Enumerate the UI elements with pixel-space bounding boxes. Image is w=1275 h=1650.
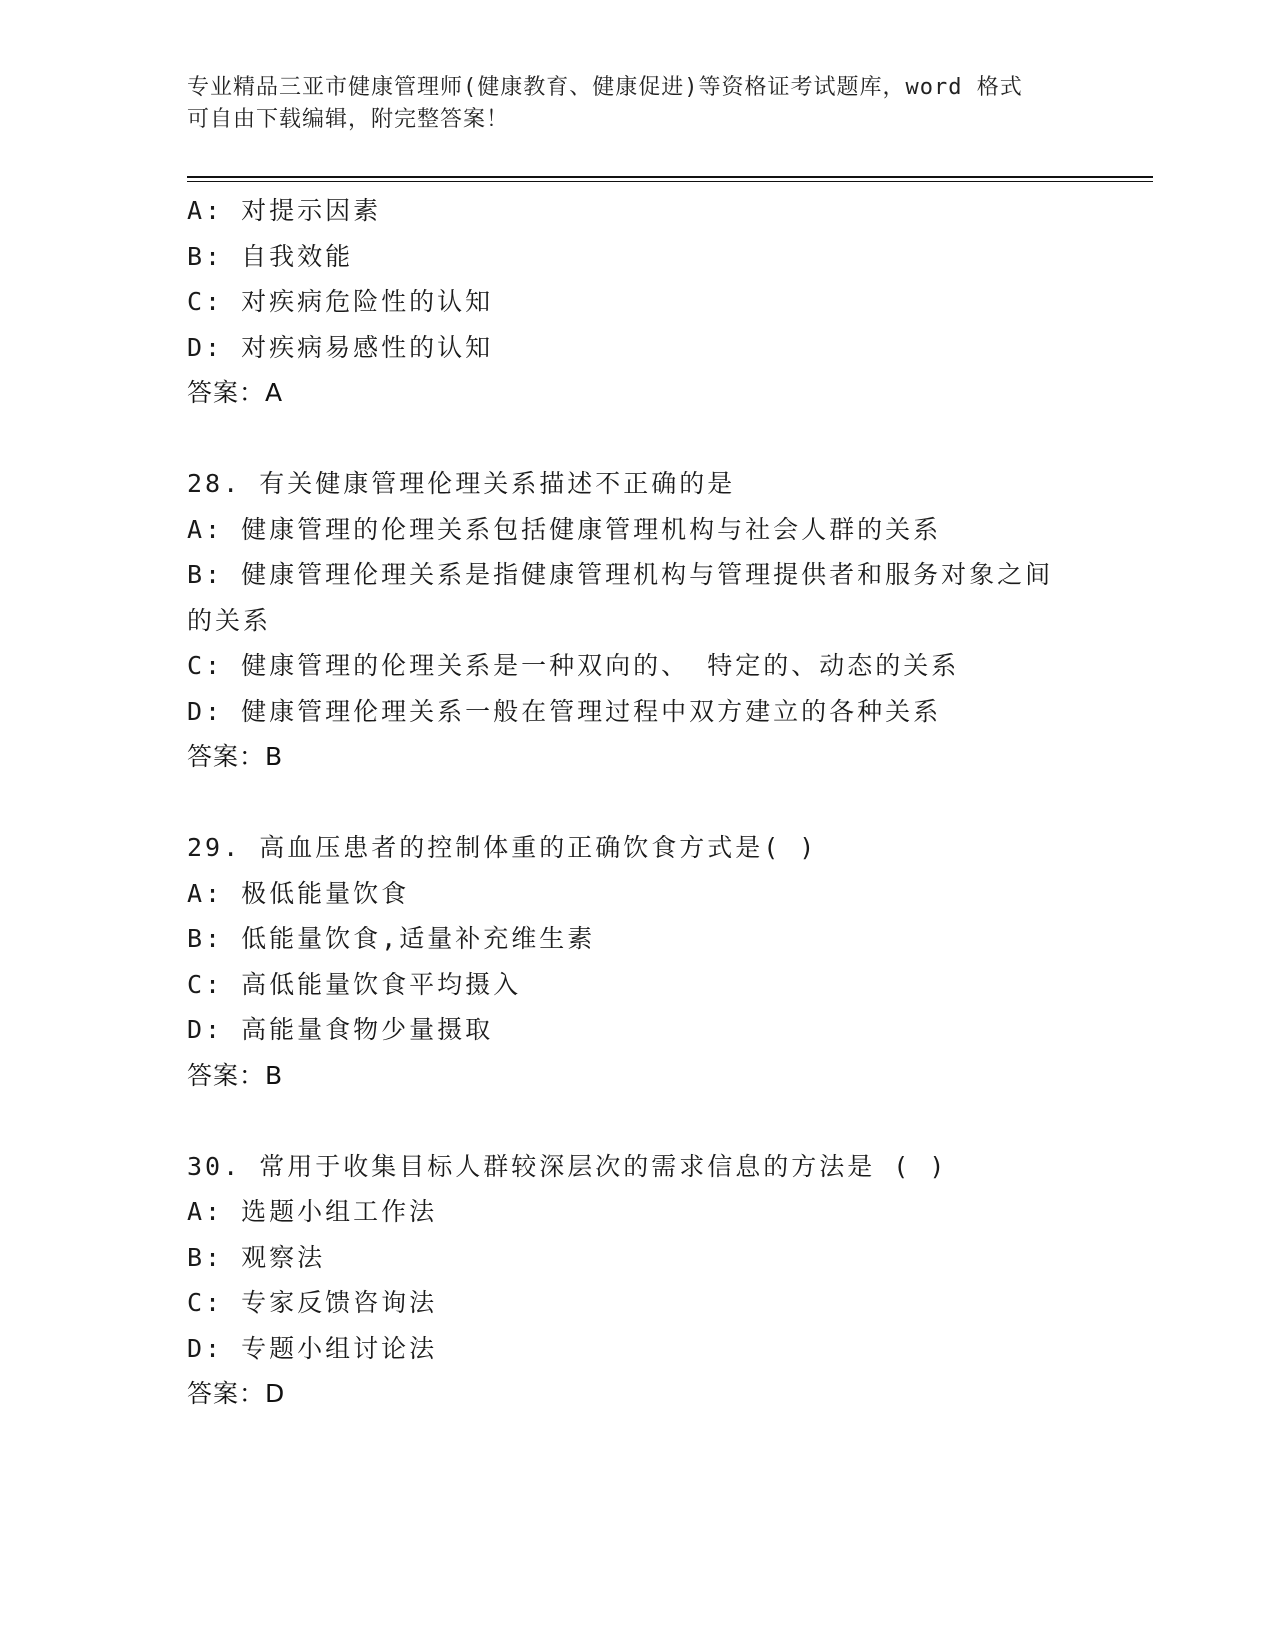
option-a: A: 极低能量饮食: [187, 878, 410, 908]
question-text: 29. 高血压患者的控制体重的正确饮食方式是( ): [187, 833, 818, 862]
option-c: C: 健康管理的伦理关系是一种双向的、 特定的、动态的关系: [187, 651, 960, 680]
question-27: [187, 188, 1147, 416]
option-d: D: 高能量食物少量摄取: [187, 1015, 494, 1044]
option-d: D: 专题小组讨论法: [187, 1333, 438, 1363]
option-b: B: 自我效能: [187, 241, 354, 271]
option-a: A: 健康管理的伦理关系包括健康管理机构与社会人群的关系: [187, 514, 942, 544]
answer: 答案：B: [187, 742, 284, 771]
option-d: D: 健康管理伦理关系一般在管理过程中双方建立的各种关系: [187, 696, 942, 726]
spacer: [187, 780, 1147, 826]
option-a: A: 选题小组工作法: [187, 1197, 438, 1226]
option-c: C: 对疾病危险性的认知: [187, 287, 494, 316]
header-line-2: 可自由下载编辑，附完整答案！: [187, 107, 510, 132]
header-rule-thin: [187, 181, 1153, 182]
option-b: B: 低能量饮食,适量补充维生素: [187, 924, 596, 953]
spacer: [187, 416, 1147, 462]
question-28: [187, 461, 1147, 780]
header-rule-thick: [187, 176, 1153, 178]
option-b-continued: 的关系: [187, 605, 272, 635]
answer: 答案：B: [187, 1060, 284, 1090]
option-a: A: 对提示因素: [187, 196, 382, 225]
option-b: B: 健康管理伦理关系是指健康管理机构与管理提供者和服务对象之间: [187, 560, 1054, 589]
question-text: 28. 有关健康管理伦理关系描述不正确的是: [187, 469, 736, 498]
spacer: [187, 1098, 1147, 1144]
question-29: [187, 825, 1147, 1098]
question-30: [187, 1144, 1147, 1417]
header-line-1: 专业精品三亚市健康管理师(健康教育、健康促进)等资格证考试题库，word 格式: [187, 75, 1023, 100]
answer: 答案：A: [187, 378, 284, 407]
question-list: [187, 188, 1147, 1417]
answer: 答案：D: [187, 1379, 286, 1408]
option-d: D: 对疾病易感性的认知: [187, 332, 494, 362]
option-c: C: 专家反馈咨询法: [187, 1288, 438, 1317]
option-c: C: 高低能量饮食平均摄入: [187, 969, 522, 999]
question-text: 30. 常用于收集目标人群较深层次的需求信息的方法是 ( ): [187, 1151, 948, 1181]
option-b: B: 观察法: [187, 1242, 326, 1272]
page-header: [187, 72, 1087, 136]
